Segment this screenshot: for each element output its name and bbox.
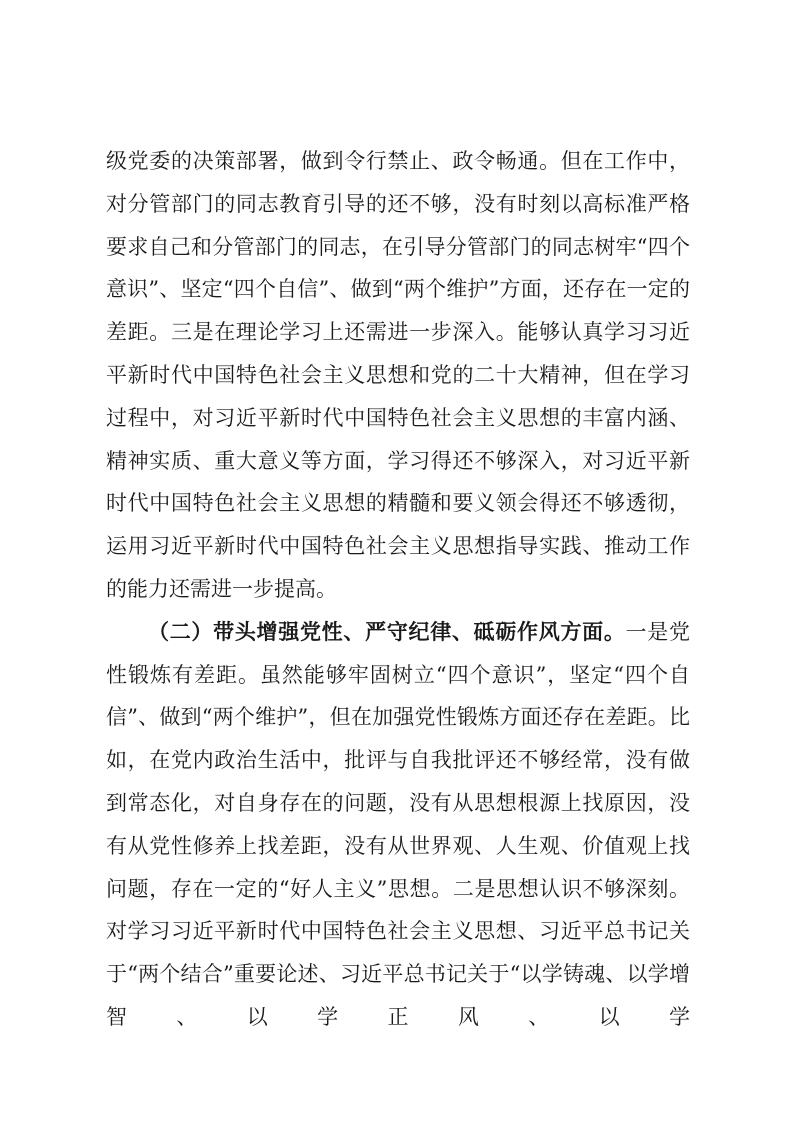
paragraph-continuation: 级党委的决策部署，做到令行禁止、政令畅通。但在工作中，对分管部门的同志教育引导的还不够，没有时刻以高标准严格要求自己和分管部门的同志，在引导分管部门的同志树牢“四个意识”、坚定“四个自信”、做到“两个维护”方面，还存在一定的差距。三是在理论学习上还需进一步深入。能够认真学习习近平新时代中国特色社会主义思想和党的二十大精神，但在学习过程中，对习近平新时代中国特色社会主义思想的丰富内涵、精神实质、重大意义等方面，学习得还不够深入，对习近平新时代中国特色社会主义思想的精髓和要义领会得还不够透彻，运用习近平新时代中国特色社会主义思想指导实践、推动工作的能力还需进一步提高。	[106, 149, 690, 601]
section-body-text: 一是党性锻炼有差距。虽然能够牢固树立“四个意识”，坚定“四个自信”、做到“两个维护”，但在加强党性锻炼方面还存在差距。比如，在党内政治生活中，批评与自我批评还不够经常，没有做到常态化，对自身存在的问题，没有从思想根源上找原因，没有从党性修养上找差距，没有从世界观、人生观、价值观上找问题，存在一定的“好人主义”思想。二是思想认识不够深刻。对学习习近平新时代中国特色社会主义思想、习近平总书记关于“两个结合”重要论述、习近平总书记关于“以学铸魂、以学增智、以学正风、以学	[106, 619, 691, 1029]
document-body	[106, 140, 690, 1039]
section-heading: （二）带头增强党性、严守纪律、砥砺作风方面。	[148, 618, 626, 644]
paragraph-section-two	[106, 611, 690, 1039]
